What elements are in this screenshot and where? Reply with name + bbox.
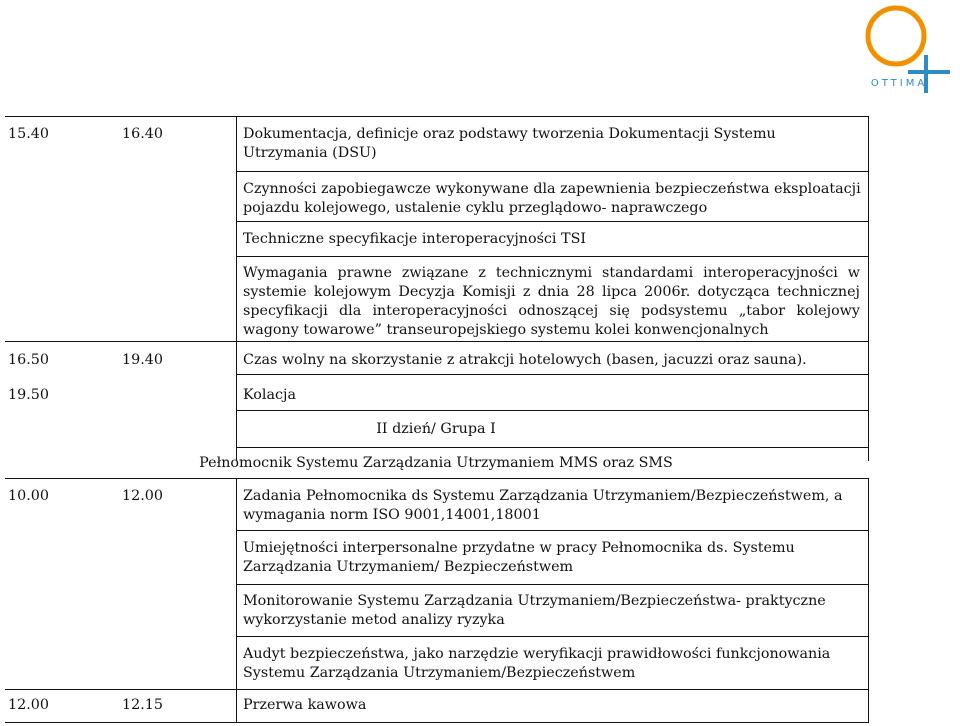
- time-to: 12.00: [122, 488, 163, 504]
- time-from: 19.50: [8, 387, 49, 403]
- time-to: 19.40: [122, 352, 163, 368]
- agenda-item: Przerwa kawowa: [243, 697, 367, 713]
- agenda-item: Monitorowanie Systemu Zarządzania Utrzymaniem/Bezpieczeństwa- praktyczne wykorzystanie metod analizy ryzyka: [243, 593, 826, 628]
- time-from: 12.00: [8, 697, 49, 713]
- day-header-divider: [236, 447, 869, 448]
- row-divider: [236, 584, 869, 585]
- row-divider: [236, 256, 869, 257]
- logo-plus-horizontal: [908, 70, 950, 74]
- agenda-item: Zadania Pełnomocnika ds Systemu Zarządzania Utrzymaniem/Bezpieczeństwem, a wymagania norm ISO 9001,14001,18001: [243, 488, 843, 523]
- row-divider: [236, 530, 869, 531]
- time-from: 15.40: [8, 126, 49, 142]
- row-divider: [236, 171, 869, 172]
- agenda-item: Audyt bezpieczeństwa, jako narzędzie weryfikacji prawidłowości funkcjonowania Systemu Zarządzania Utrzymaniem/Bezpieczeństwem: [243, 646, 831, 681]
- table-divider-vertical-2: [236, 478, 237, 722]
- agenda-item: Dokumentacja, definicje oraz podstawy tworzenia Dokumentacji Systemu Utrzymania (DSU): [243, 126, 776, 161]
- agenda-item: Czas wolny na skorzystanie z atrakcji hotelowych (basen, jacuzzi oraz sauna).: [243, 352, 807, 368]
- row-divider: [236, 221, 869, 222]
- logo-ring: [868, 8, 924, 64]
- time-to: 12.15: [122, 697, 163, 713]
- table-bottom-border: [5, 722, 869, 723]
- time-from: 10.00: [8, 488, 49, 504]
- time-to: 16.40: [122, 126, 163, 142]
- table-divider-vertical: [236, 116, 237, 410]
- row-divider: [236, 410, 869, 411]
- table-right-border-2: [868, 478, 869, 722]
- agenda-item: Umiejętności interpersonalne przydatne w pracy Pełnomocnika ds. Systemu Zarządzania Utrzymaniem/ Bezpieczeństwem: [243, 540, 795, 575]
- row-divider: [5, 341, 869, 342]
- table-top-border: [5, 116, 869, 117]
- logo-wordmark: OTTIMA: [870, 78, 928, 89]
- day-header-bottom: [5, 478, 869, 479]
- agenda-item: Kolacja: [243, 387, 296, 403]
- day-header-subtitle: Pełnomocnik Systemu Zarządzania Utrzymaniem MMS oraz SMS: [199, 455, 673, 471]
- row-divider: [236, 374, 869, 375]
- agenda-item: Techniczne specyfikacje interoperacyjności TSI: [243, 231, 587, 247]
- day-header-title: II dzień/ Grupa I: [376, 421, 496, 437]
- row-divider: [5, 689, 869, 690]
- agenda-item: Czynności zapobiegawcze wykonywane dla zapewnienia bezpieczeństwa eksploatacji pojazdu kolejowego, ustalenie cyklu przeglądowo- naprawczego: [243, 181, 861, 216]
- time-from: 16.50: [8, 352, 49, 368]
- agenda-item: Wymagania prawne związane z technicznymi standardami interoperacyjności w systemie kolejowym Decyzja Komisji z dnia 28 lipca 2006r. dotycząca technicznej specyfikacji dla interoperacyjności odnoszącej się podsystemu „tabor kolejowy wagony towarowe” transeuropejskiego systemu kolei konwencjonalnych: [243, 265, 860, 338]
- row-divider: [236, 636, 869, 637]
